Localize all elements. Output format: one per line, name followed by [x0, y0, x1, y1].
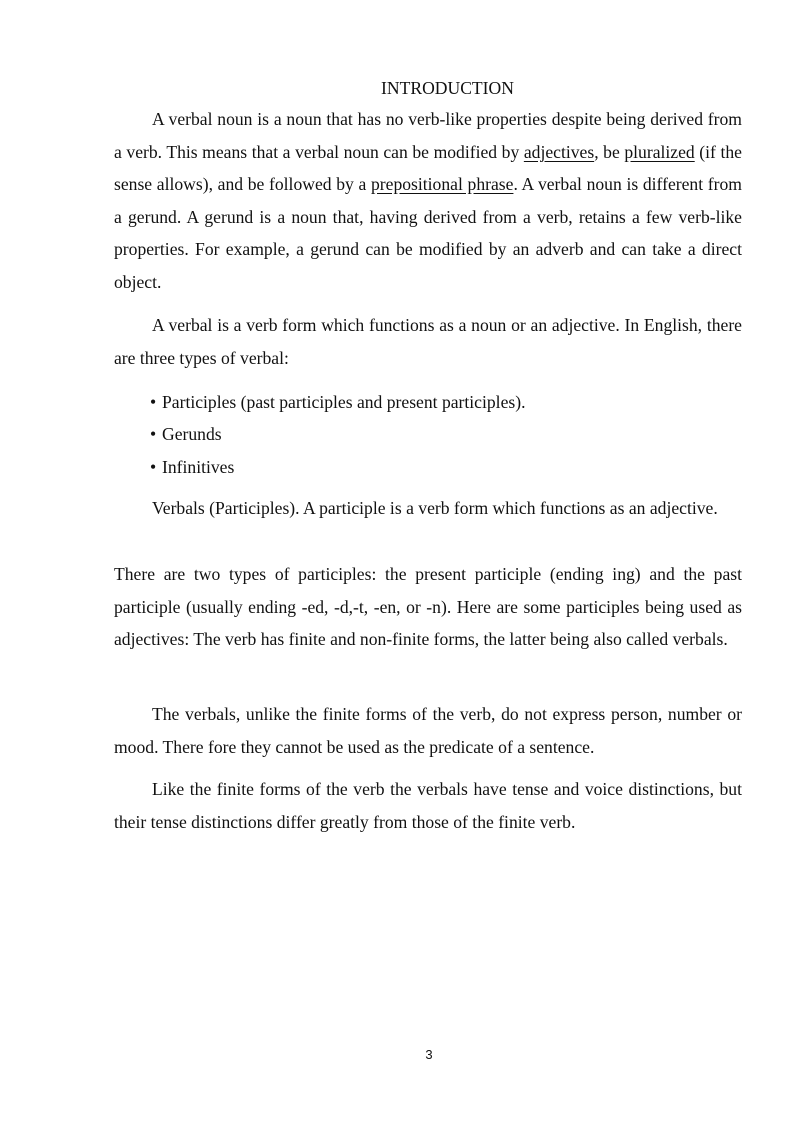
- paragraph-verbal-definition: A verbal is a verb form which functions as a noun or an adjective. In English, there are three types of verbal:: [114, 315, 742, 368]
- list-item-text: Participles (past participles and present participles).: [162, 392, 526, 412]
- paragraph-text: A verbal noun is a noun that has no verb-like properties despite being derived from a verb. This means that a verbal noun can be modified by: [114, 109, 742, 162]
- list-item: [150, 386, 525, 418]
- paragraph-verbals-tense: Like the finite forms of the verb the verbals have tense and voice distinctions, but their tense distinctions differ greatly from those of the finite verb.: [114, 779, 742, 832]
- paragraph-verbal-noun: [114, 103, 742, 299]
- bullet-icon: •: [150, 456, 157, 477]
- paragraph-participles-heading: Verbals (Participles). A participle is a verb form which functions as an adjective.: [152, 498, 718, 518]
- paragraph-text: , be: [594, 141, 625, 162]
- paragraph-verbals-person: The verbals, unlike the finite forms of the verb, do not express person, number or mood. There fore they cannot be used as the predicate of a sentence.: [114, 704, 742, 757]
- section-title: INTRODUCTION: [381, 78, 514, 98]
- paragraph-participle-types: There are two types of participles: the present participle (ending ing) and the past participle (usually ending -ed, -d,-t, -en, or -n). Here are some participles being used as adjectives: The verb has finite and non-finite forms, the latter being also called verbals.: [114, 564, 742, 650]
- bullet-icon: •: [150, 392, 157, 412]
- page-number: 3: [425, 1047, 433, 1062]
- pluralized-link[interactable]: pluralized: [624, 141, 695, 162]
- adjectives-link[interactable]: adjectives: [523, 141, 595, 162]
- list-item-text: Gerunds: [162, 424, 222, 445]
- list-item: [150, 451, 525, 483]
- bullet-icon: •: [150, 424, 157, 445]
- paragraph-text: (if the sense allows), and be followed by a: [114, 141, 742, 195]
- list-item: [150, 418, 525, 450]
- prepositional-phrase-link[interactable]: prepositional phrase: [370, 174, 514, 195]
- paragraph-text: . A verbal noun is different from a gerund. A gerund is a noun that, having derived from a verb, retains a few verb-like properties. For example, a gerund can be modified by an adverb and can take a direct object.: [114, 174, 742, 292]
- verbal-types-list: [150, 386, 525, 483]
- list-item-text: Infinitives: [162, 456, 235, 477]
